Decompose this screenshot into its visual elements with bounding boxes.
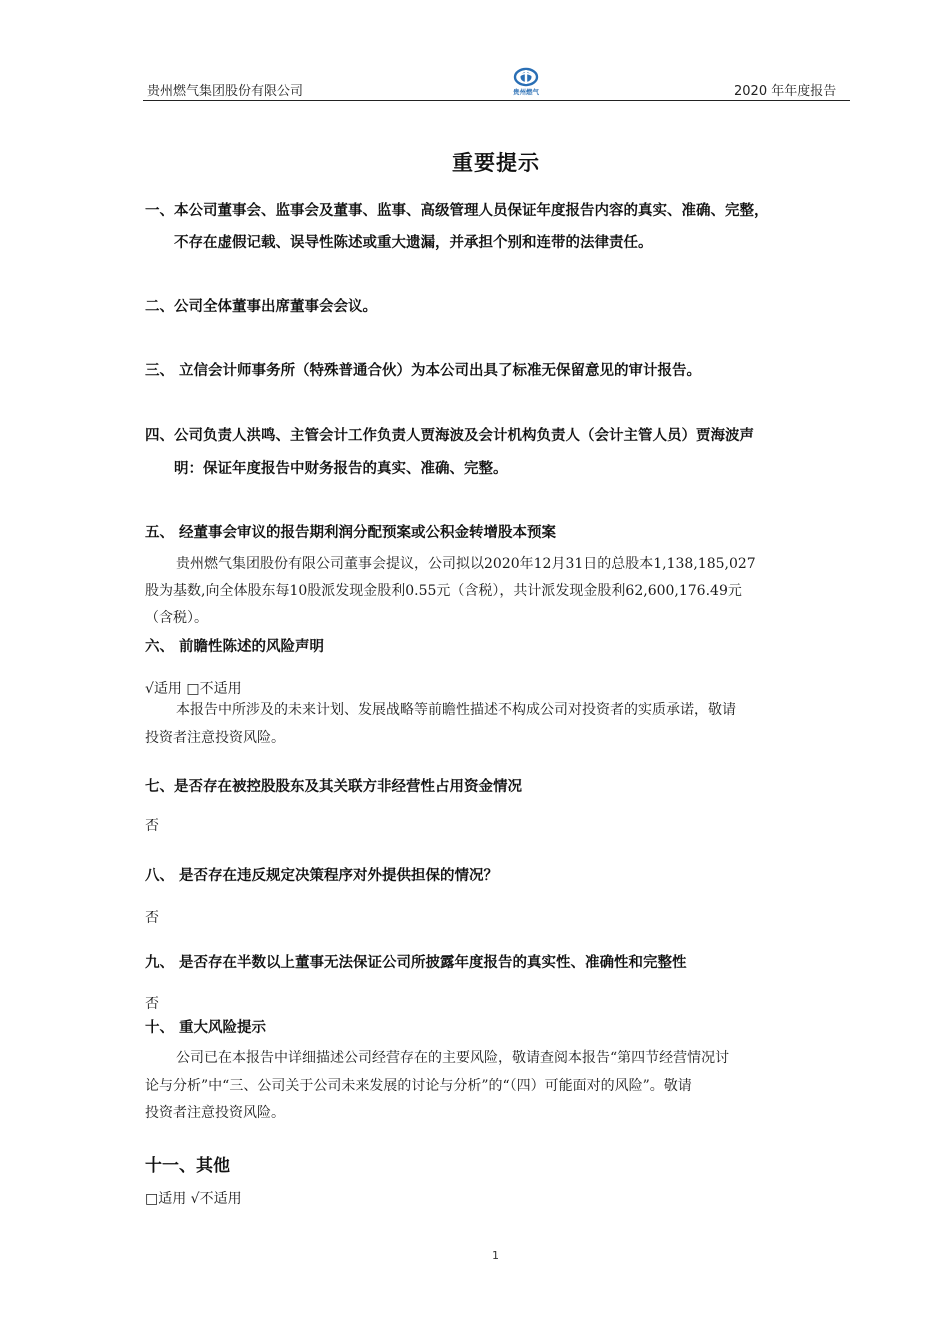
section-4-line-2: 明：保证年度报告中财务报告的真实、准确、完整。 — [174, 461, 508, 477]
section-5-body-2: 股为基数,向全体股东每10股派发现金股利0.55元（含税），共计派发现金股利62,600,176.49元 — [145, 583, 742, 599]
section-6-body-2: 投资者注意投资风险。 — [145, 730, 285, 746]
section-9-heading: 九、 是否存在半数以上董事无法保证公司所披露年度报告的真实性、准确性和完整性 — [145, 955, 687, 971]
page-title: 重要提示 — [452, 151, 540, 175]
section-6-applicability: √适用 □不适用 — [145, 681, 242, 697]
section-6-heading: 六、 前瞻性陈述的风险声明 — [145, 639, 325, 655]
section-10-body-1: 公司已在本报告中详细描述公司经营存在的主要风险，敬请查阅本报告“第四节经营情况讨 — [176, 1050, 730, 1066]
section-6-body-1: 本报告中所涉及的未来计划、发展战略等前瞻性描述不构成公司对投资者的实质承诺，敬请 — [176, 702, 736, 718]
section-2: 二、公司全体董事出席董事会会议。 — [145, 299, 377, 315]
section-5-body-3: （含税）。 — [145, 610, 208, 626]
section-3: 三、 立信会计师事务所（特殊普通合伙）为本公司出具了标准无保留意见的审计报告。 — [145, 363, 702, 379]
header-divider — [143, 100, 850, 101]
section-7-answer: 否 — [145, 818, 159, 834]
section-11-applicability: □适用 √不适用 — [145, 1191, 242, 1207]
gas-flame-logo-icon — [504, 66, 548, 96]
company-logo — [504, 66, 548, 96]
section-8-heading: 八、 是否存在违反规定决策程序对外提供担保的情况？ — [145, 868, 499, 884]
section-10-body-3: 投资者注意投资风险。 — [145, 1105, 285, 1121]
section-5-body-1: 贵州燃气集团股份有限公司董事会提议，公司拟以2020年12月31日的总股本1,138,185,027 — [176, 556, 756, 572]
section-1-line-1: 一、本公司董事会、监事会及董事、监事、高级管理人员保证年度报告内容的真实、准确、完整， — [145, 203, 769, 219]
section-4-line-1: 四、公司负责人洪鸣、主管会计工作负责人贾海波及会计机构负责人（会计主管人员）贾海波声 — [145, 428, 754, 444]
section-5-heading: 五、 经董事会审议的报告期利润分配预案或公积金转增股本预案 — [145, 525, 557, 541]
section-1-line-2: 不存在虚假记载、误导性陈述或重大遗漏，并承担个别和连带的法律责任。 — [174, 235, 653, 251]
header-company: 贵州燃气集团股份有限公司 — [147, 84, 304, 99]
section-7-heading: 七、是否存在被控股股东及其关联方非经营性占用资金情况 — [145, 779, 522, 795]
header-report-title: 2020 年年度报告 — [734, 84, 837, 99]
section-11-heading: 十一、其他 — [145, 1156, 230, 1176]
section-8-answer: 否 — [145, 910, 159, 926]
section-9-answer: 否 — [145, 996, 159, 1012]
page-number: 1 — [492, 1249, 499, 1262]
section-10-heading: 十、 重大风险提示 — [145, 1020, 267, 1036]
logo-text: 贵州燃气 — [513, 88, 539, 96]
section-10-body-2: 论与分析”中“三、公司关于公司未来发展的讨论与分析”的“（四）可能面对的风险”。敬请 — [145, 1078, 692, 1094]
